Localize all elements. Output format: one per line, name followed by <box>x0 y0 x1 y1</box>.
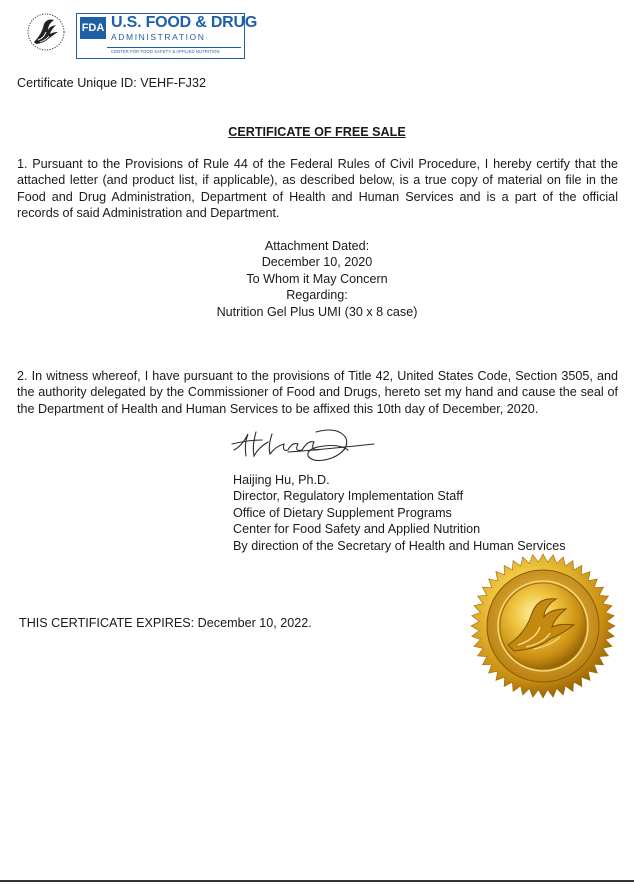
paragraph-1: 1. Pursuant to the Provisions of Rule 44 of the Federal Rules of Civil Procedure, I hereby certify that the attached letter (and product list, if applicable), as described below, is a true copy of material on file in the Food and Drug Administration, Department of Health and Human Services and is a part of the official records of said Administration and Department. <box>17 157 618 221</box>
fda-logo-divider <box>107 47 241 48</box>
signatory-office: Office of Dietary Supplement Programs <box>233 505 452 520</box>
signatory-title: Director, Regulatory Implementation Staff <box>233 489 464 504</box>
attachment-dated-label: Attachment Dated: <box>264 239 370 253</box>
fda-logo-administration: ADMINISTRATION <box>111 32 206 42</box>
attachment-block <box>0 238 634 320</box>
fda-logo-box: FDA <box>80 17 106 39</box>
paragraph-2: 2. In witness whereof, I have pursuant to the provisions of Title 42, United States Code, Section 3505, and the authority delegated by the Commissioner of Food and Drugs, hereto set my hand and cause the seal of the Department of Health and Human Services to be affixed this 10th day of December, 2020. <box>17 369 618 416</box>
signatory-name: Haijing Hu, Ph.D. <box>233 473 330 487</box>
signatory-block <box>233 472 566 554</box>
attachment-addressee: To Whom it May Concern <box>246 271 388 286</box>
fda-logo-center: CENTER FOR FOOD SAFETY & APPLIED NUTRITION <box>111 49 220 54</box>
hhs-logo-icon <box>24 12 68 52</box>
attachment-regarding-label: Regarding: <box>286 288 348 303</box>
hhs-eagle-seal-icon <box>470 553 616 699</box>
bottom-rule <box>0 880 634 882</box>
attachment-date: December 10, 2020 <box>261 255 373 270</box>
attachment-product: Nutrition Gel Plus UMI (30 x 8 case) <box>216 304 418 319</box>
signatory-authority: By direction of the Secretary of Health and Human Services <box>233 538 566 553</box>
fda-logo <box>76 13 258 59</box>
signatory-center: Center for Food Safety and Applied Nutrition <box>233 522 481 537</box>
fda-logo-name: U.S. FOOD & DRUG <box>111 14 258 31</box>
certificate-id: Certificate Unique ID: VEHF-FJ32 <box>17 76 206 90</box>
expiration-notice: THIS CERTIFICATE EXPIRES: December 10, 2022. <box>19 616 312 630</box>
certificate-title: CERTIFICATE OF FREE SALE <box>228 125 406 139</box>
handwritten-signature <box>228 420 378 468</box>
